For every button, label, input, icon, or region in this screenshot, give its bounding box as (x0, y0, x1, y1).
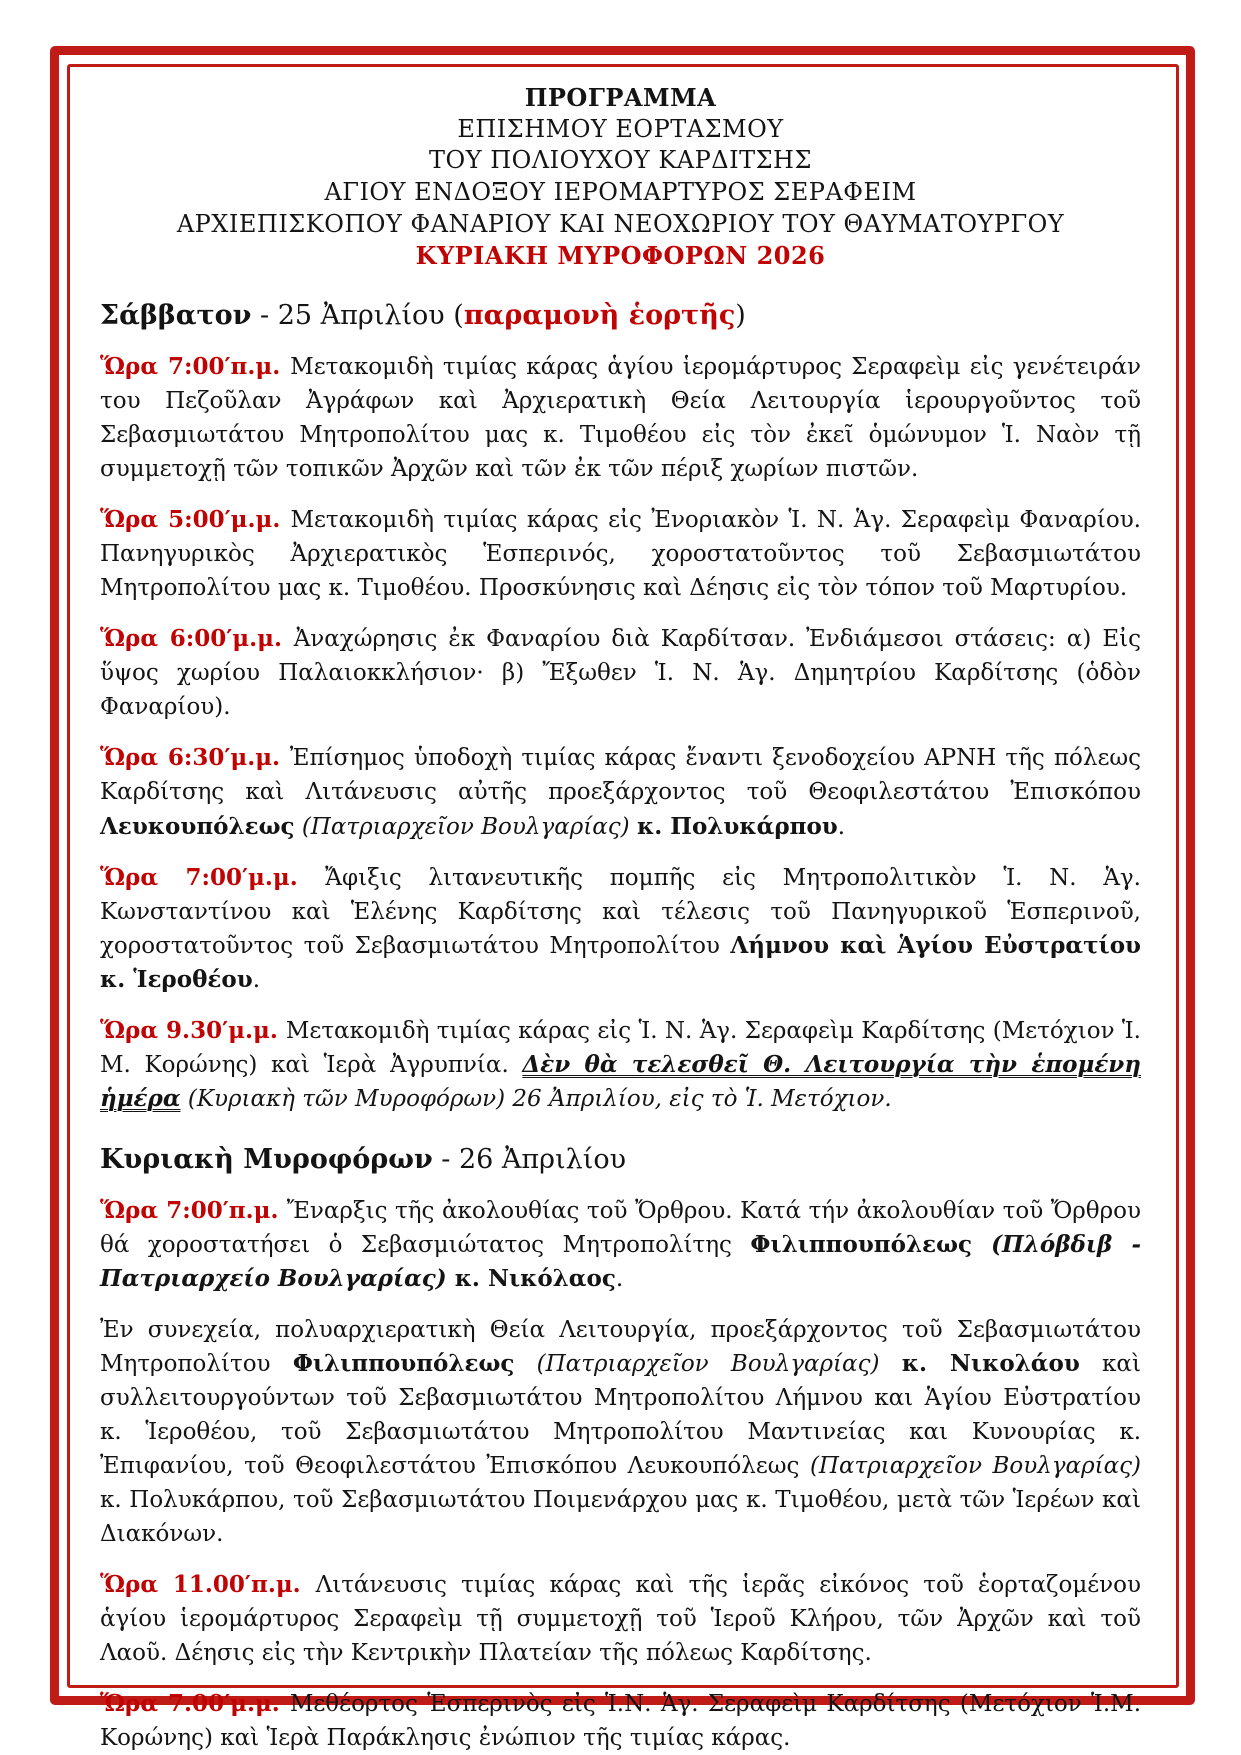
text-run: (Κυριακὴ τῶν Μυροφόρων) 26 Ἀπριλίου, εἰς τὸ Ἱ. Μετόχιον. (180, 1085, 892, 1112)
header-line: ΤΟΥ ΠΟΛΙΟΥΧΟΥ ΚΑΡΔΙΤΣΗΣ (429, 146, 812, 175)
text-run: Ὥρα 11.00′π.μ. (100, 1571, 316, 1599)
header-block (100, 82, 1141, 272)
text-run: - 26 Ἀπριλίου (432, 1143, 627, 1175)
schedule-paragraph (100, 741, 1141, 843)
schedule-paragraph (100, 1194, 1141, 1296)
text-run: Σάββατον (100, 300, 252, 332)
text-run: (Πλόβδιβ - Πατριαρχείο Βουλγαρίας) (100, 1230, 1141, 1292)
text-run: Ἀναχώρησις ἐκ Φαναρίου διὰ Καρδίτσαν. Ἐνδιάμεσοι στάσεις: α) Εἰς ὕψος χωρίου Παλαιοκκλήσιον· β) Ἔξωθεν Ἱ. Ν. Ἁγ. Δημητρίου Καρδίτσης (ὁδὸν Φαναρίου). (100, 626, 1142, 721)
header-line: ΕΠΙΣΗΜΟΥ ΕΟΡΤΑΣΜΟΥ (457, 114, 784, 143)
text-run: κ. Νικολάου (901, 1349, 1080, 1377)
text-run: (Πατριαρχεῖον Βουλγαρίας) (536, 1350, 880, 1377)
text-run (630, 814, 637, 840)
section-heading (100, 1142, 1141, 1177)
text-run: . (615, 1265, 624, 1292)
schedule-paragraph (100, 861, 1141, 997)
text-run: Ὥρα 7:00′μ.μ. (100, 863, 326, 891)
header-line: ΑΡΧΙΕΠΙΣΚΟΠΟΥ ΦΑΝΑΡΙΟΥ ΚΑΙ ΝΕΟΧΩΡΙΟΥ ΤΟΥ ΘΑΥΜΑΤΟΥΡΓΟΥ (176, 209, 1065, 238)
text-run: Μετακομιδὴ τιμίας κάρας ἁγίου ἱερομάρτυρος Σεραφεὶμ εἰς γενέτειράν του Πεζοῦλαν Ἀγράφων καὶ Ἀρχιερατικὴ Θεία Λειτουργία ἱερουργοῦντος τοῦ Σεβασμιωτάτου Μητροπολίτου μας κ. Τιμοθέου εἰς τὸν ἐκεῖ ὁμώνυμον Ἱ. Ναὸν τῇ συμμετοχῇ τῶν τοπικῶν Ἀρχῶν καὶ τῶν ἐκ τῶν πέριξ χωρίων πιστῶν. (100, 354, 1142, 483)
text-run: Ὥρα 5:00′μ.μ. (100, 506, 291, 534)
text-run: Ὥρα 7:00′π.μ. (100, 1196, 287, 1224)
text-run: (Πατριαρχεῖον Βουλγαρίας) (301, 813, 630, 840)
text-run: Ἔναρξις τῆς ἀκολουθίας τοῦ Ὄρθρου. Κατά τήν ἀκολουθίαν τοῦ Ὄρθρου θά χοροστατήσει ὁ Σεβασμιώτατος Μητροπολίτης (100, 1197, 1141, 1258)
header-line: ΚΥΡΙΑΚΗ ΜΥΡΟΦΟΡΩΝ 2026 (415, 241, 826, 271)
text-run (879, 1351, 901, 1377)
text-run (514, 1351, 536, 1377)
text-run: - 25 Ἀπριλίου ( (251, 300, 464, 332)
header-line: ΠΡΟΓΡΑΜΜΑ (524, 83, 717, 112)
text-run: . (837, 813, 846, 840)
schedule-paragraph (100, 622, 1141, 724)
text-run: κ. Νικόλαος (454, 1264, 616, 1292)
text-run: Φιλιππουπόλεως (750, 1230, 972, 1258)
text-run: Μεθέορτος Ἑσπερινὸς εἰς Ἱ.Ν. Ἁγ. Σεραφεὶμ Καρδίτσης (Μετόχιον Ἱ.Μ. Κορώνης) καὶ Ἱερὰ Παράκλησις ἐνώπιον τῆς τιμίας κάρας. (100, 1691, 1141, 1752)
text-run: Λήμνου καὶ Ἁγίου Εὐστρατίου κ. Ἱεροθέου (100, 931, 1141, 993)
text-run: Δὲν θὰ τελεσθεῖ Θ. Λειτουργία τὴν ἑπομένη ἡμέρα (100, 1050, 1141, 1112)
text-run: . (252, 966, 261, 993)
header-line: ΑΓΙΟΥ ΕΝΔΟΞΟΥ ΙΕΡΟΜΑΡΤΥΡΟΣ ΣΕΡΑΦΕΙΜ (324, 178, 917, 207)
text-run: Ὥρα 9.30′μ.μ. (100, 1016, 286, 1044)
schedule-paragraph (100, 503, 1141, 605)
text-run: κ. Πολυκάρπου, τοῦ Σεβασμιωτάτου Ποιμενάρχου μας κ. Τιμοθέου, μετὰ τῶν Ἱερέων καὶ Διακόνων. (100, 1487, 1141, 1548)
text-run: καὶ συλλειτουργούντων τοῦ Σεβασμιωτάτου Μητροπολίτου Λήμνου και Ἁγίου Εὐστρατίου κ. Ἱεροθέου, τοῦ Σεβασμιωτάτου Μητροπολίτου Μαντινείας και Κυνουρίας κ. Ἐπιφανίου, τοῦ Θεοφιλεστάτου Ἐπισκόπου Λευκουπόλεως (100, 1350, 1141, 1480)
text-run: Μετακομιδὴ τιμίας κάρας εἰς Ἱ. Ν. Ἁγ. Σεραφεὶμ Καρδίτσης (Μετόχιον Ἱ. Μ. Κορώνης) καὶ Ἱερὰ Ἀγρυπνία. (100, 1017, 1141, 1078)
text-run: Ὥρα 6:00′μ.μ. (100, 625, 294, 653)
text-run: Ἄφιξις λιτανευτικῆς πομπῆς εἰς Μητροπολιτικὸν Ἱ. Ν. Ἁγ. Κωνσταντίνου καὶ Ἑλένης Καρδίτσης καὶ τέλεσις τοῦ Πανηγυρικοῦ Ἑσπερινοῦ, χοροστατοῦντος τοῦ Σεβασμιωτάτου Μητροπολίτου (100, 864, 1141, 959)
document-page (100, 82, 1142, 1752)
text-run: Ὥρα 7:00′π.μ. (100, 353, 291, 381)
text-run: Κυριακὴ Μυροφόρων (100, 1143, 433, 1175)
text-run: (Πατριαρχεῖον Βουλγαρίας) (809, 1453, 1141, 1480)
schedule-paragraph (100, 1014, 1141, 1116)
text-run: Ἐν συνεχεία, πολυαρχιερατικὴ Θεία Λειτουργία, προεξάρχοντος τοῦ Σεβασμιωτάτου Μητροπολίτου (100, 1316, 1141, 1377)
text-run: παραμονὴ ἑορτῆς (463, 300, 736, 332)
sections (100, 298, 1141, 1755)
text-run: Ὥρα 6:30′μ.μ. (100, 744, 290, 772)
text-run: Λιτάνευσις τιμίας κάρας καὶ τῆς ἱερᾶς εἰκόνος τοῦ ἑορταζομένου ἁγίου ἱερομάρτυρος Σεραφεὶμ τῇ συμμετοχῇ τοῦ Ἱεροῦ Κλήρου, τῶν Ἀρχῶν καὶ τοῦ Λαοῦ. Δέησις εἰς τὴν Κεντρικὴν Πλατείαν τῆς πόλεως Καρδίτσης. (100, 1572, 1141, 1667)
text-run: ) (735, 300, 746, 332)
schedule-paragraph (100, 1313, 1141, 1551)
text-run: Ἐπίσημος ὑποδοχὴ τιμίας κάρας ἔναντι ξενοδοχείου ΑΡΝΗ τῆς πόλεως Καρδίτσης καὶ Λιτάνευσις αὐτῆς προεξάρχοντος τοῦ Θεοφιλεστάτου Ἐπισκόπου (100, 745, 1141, 806)
schedule-paragraph (100, 350, 1141, 486)
text-run (295, 814, 302, 840)
text-run: Ὥρα 7.00′μ.μ. (100, 1690, 290, 1718)
text-run: Φιλιππουπόλεως (292, 1349, 515, 1377)
section-heading (100, 298, 1141, 333)
schedule-paragraph (100, 1568, 1141, 1670)
text-run: κ. Πολυκάρπου (636, 812, 838, 840)
text-run: Μετακομιδὴ τιμίας κάρας εἰς Ἐνοριακὸν Ἱ. Ν. Ἁγ. Σεραφεὶμ Φαναρίου. Πανηγυρικὸς Ἀρχιερατικὸς Ἑσπερινός, χοροστατοῦντος τοῦ Σεβασμιωτάτου Μητροπολίτου μας κ. Τιμοθέου. Προσκύνησις καὶ Δέησις εἰς τὸν τόπον τοῦ Μαρτυρίου. (100, 507, 1141, 602)
schedule-paragraph (100, 1687, 1141, 1755)
text-run: Λευκουπόλεως (100, 812, 295, 840)
